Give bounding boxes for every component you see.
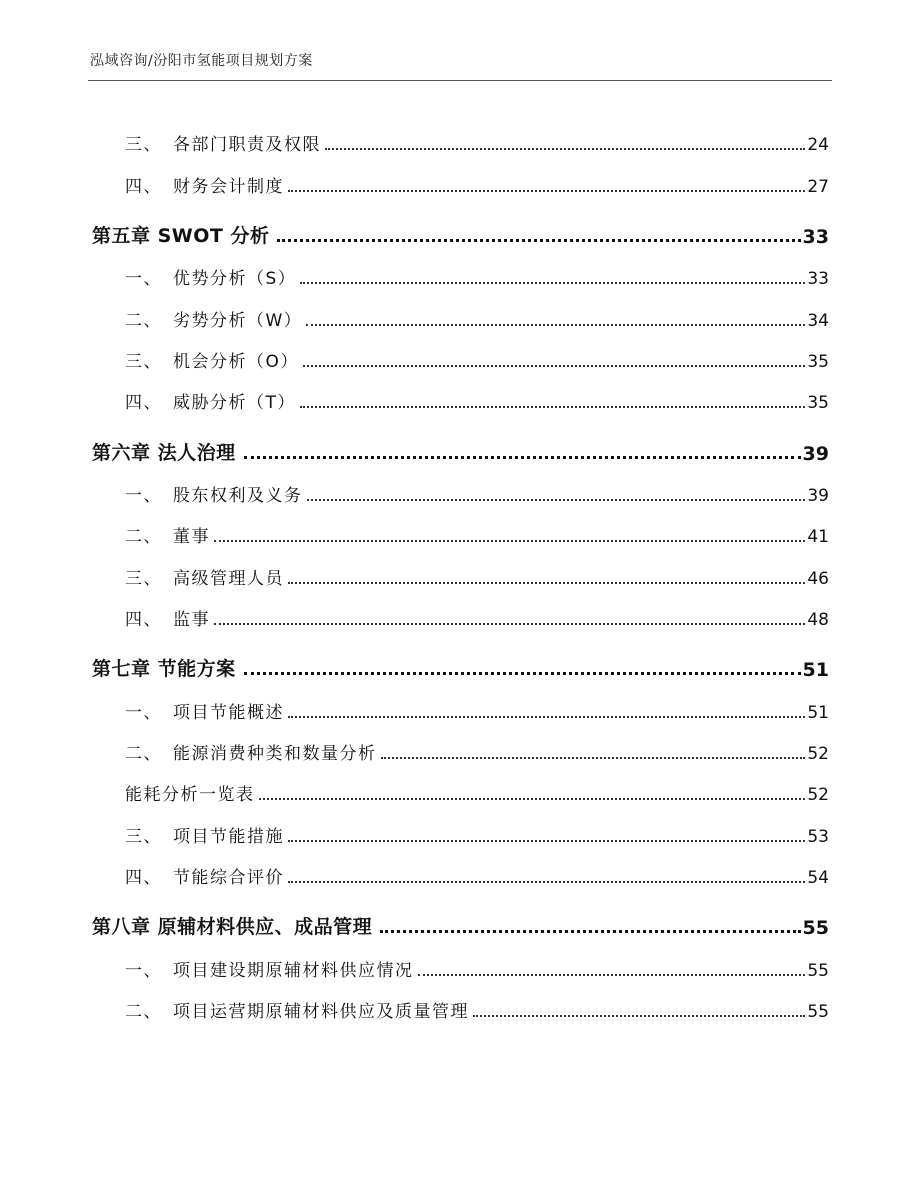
toc-section-entry[interactable] xyxy=(92,547,829,588)
toc-page-number: 52 xyxy=(807,744,829,765)
table-of-contents xyxy=(92,114,829,1022)
toc-chapter-entry[interactable] xyxy=(92,413,829,465)
header-divider xyxy=(88,80,832,81)
toc-section-entry[interactable] xyxy=(92,331,829,372)
toc-entry-title: 第八章 原辅材料供应、成品管理 xyxy=(92,916,373,939)
toc-page-number: 41 xyxy=(807,527,829,548)
toc-entry-title: 董事 xyxy=(173,527,210,548)
toc-chapter-entry[interactable] xyxy=(92,197,829,249)
toc-entry-title: 能源消费种类和数量分析 xyxy=(173,744,377,765)
toc-entry-number: 一、 xyxy=(125,702,162,723)
toc-dot-leader xyxy=(303,364,805,367)
toc-chapter-entry[interactable] xyxy=(92,630,829,682)
toc-dot-leader xyxy=(244,671,801,675)
toc-dot-leader xyxy=(244,455,801,459)
toc-entry-number: 二、 xyxy=(125,744,162,765)
toc-entry-number: 四、 xyxy=(125,176,162,197)
toc-entry-title: 监事 xyxy=(173,609,210,630)
toc-section-entry[interactable] xyxy=(92,506,829,547)
toc-dot-leader xyxy=(325,147,805,150)
toc-entry-number: 四、 xyxy=(125,867,162,888)
toc-page-number: 27 xyxy=(807,176,829,197)
toc-page-number: 54 xyxy=(807,867,829,888)
toc-dot-leader xyxy=(288,715,805,718)
toc-dot-leader xyxy=(306,323,805,326)
toc-section-entry[interactable] xyxy=(92,847,829,888)
toc-entry-title: 优势分析（S） xyxy=(173,269,297,290)
toc-page-number: 39 xyxy=(802,442,829,465)
toc-page-number: 53 xyxy=(807,826,829,847)
toc-page-number: 33 xyxy=(802,226,829,249)
toc-entry-number: 三、 xyxy=(125,351,162,372)
toc-entry-title: 财务会计制度 xyxy=(173,176,284,197)
toc-entry-title: 威胁分析（T） xyxy=(173,393,296,414)
toc-page-number: 35 xyxy=(807,393,829,414)
toc-section-entry[interactable] xyxy=(92,465,829,506)
toc-dot-leader xyxy=(288,189,805,192)
toc-section-entry[interactable] xyxy=(92,289,829,330)
toc-dot-leader xyxy=(473,1014,805,1017)
toc-entry-title: 第六章 法人治理 xyxy=(92,441,236,464)
toc-dot-leader xyxy=(300,405,805,408)
toc-dot-leader xyxy=(214,622,805,625)
toc-page-number: 55 xyxy=(807,1002,829,1023)
toc-dot-leader xyxy=(288,880,805,883)
toc-entry-number: 三、 xyxy=(125,568,162,589)
toc-page-number: 46 xyxy=(807,568,829,589)
toc-entry-title: 高级管理人员 xyxy=(173,568,284,589)
toc-entry-number: 四、 xyxy=(125,393,162,414)
toc-dot-leader xyxy=(288,839,805,842)
toc-page-number: 35 xyxy=(807,351,829,372)
toc-dot-leader xyxy=(381,756,806,759)
toc-page-number: 55 xyxy=(807,960,829,981)
toc-section-entry[interactable] xyxy=(92,114,829,155)
toc-entry-number: 四、 xyxy=(125,609,162,630)
toc-page-number: 55 xyxy=(802,917,829,940)
toc-entry-title: 项目节能概述 xyxy=(173,702,284,723)
toc-entry-title: 股东权利及义务 xyxy=(173,486,303,507)
toc-entry-title: 劣势分析（W） xyxy=(173,310,303,331)
toc-entry-number: 二、 xyxy=(125,1002,162,1023)
toc-section-entry[interactable] xyxy=(92,981,829,1022)
toc-dot-leader xyxy=(418,973,806,976)
toc-entry-number: 二、 xyxy=(125,527,162,548)
toc-entry-title: 项目运营期原辅材料供应及质量管理 xyxy=(173,1002,469,1023)
toc-entry-title: 机会分析（O） xyxy=(173,351,299,372)
toc-entry-title: 项目节能措施 xyxy=(173,826,284,847)
toc-section-entry[interactable] xyxy=(92,589,829,630)
toc-section-entry[interactable] xyxy=(92,939,829,980)
toc-chapter-entry[interactable] xyxy=(92,888,829,940)
toc-section-entry[interactable] xyxy=(92,681,829,722)
toc-entry-title: 第五章 SWOT 分析 xyxy=(92,225,270,248)
toc-entry-title: 能耗分析一览表 xyxy=(125,785,255,806)
toc-entry-number: 一、 xyxy=(125,960,162,981)
toc-page-number: 48 xyxy=(807,609,829,630)
toc-section-entry[interactable] xyxy=(92,155,829,196)
toc-section-entry[interactable] xyxy=(92,723,829,764)
toc-entry-title: 节能综合评价 xyxy=(173,867,284,888)
toc-dot-leader xyxy=(300,281,805,284)
toc-section-entry[interactable] xyxy=(92,372,829,413)
toc-page-number: 33 xyxy=(807,269,829,290)
toc-entry-number: 三、 xyxy=(125,135,162,156)
toc-page-number: 51 xyxy=(807,702,829,723)
toc-page-number: 34 xyxy=(807,310,829,331)
toc-page-number: 39 xyxy=(807,486,829,507)
toc-dot-leader xyxy=(307,498,806,501)
toc-page-number: 52 xyxy=(807,785,829,806)
toc-dot-leader xyxy=(380,929,800,933)
toc-dot-leader xyxy=(288,581,805,584)
toc-page-number: 51 xyxy=(802,659,829,682)
toc-dot-leader xyxy=(214,539,805,542)
toc-entry-title: 各部门职责及权限 xyxy=(173,135,321,156)
toc-entry-number: 三、 xyxy=(125,826,162,847)
toc-section-entry[interactable] xyxy=(92,805,829,846)
toc-entry-number: 二、 xyxy=(125,310,162,331)
toc-section-entry[interactable] xyxy=(92,248,829,289)
toc-entry-number: 一、 xyxy=(125,486,162,507)
toc-entry-title: 项目建设期原辅材料供应情况 xyxy=(173,960,414,981)
running-header: 泓域咨询/汾阳市氢能项目规划方案 xyxy=(90,53,313,69)
toc-dot-leader xyxy=(277,238,800,242)
toc-entry-title: 第七章 节能方案 xyxy=(92,658,236,681)
toc-section-entry[interactable] xyxy=(92,764,829,805)
toc-dot-leader xyxy=(259,797,806,800)
toc-page-number: 24 xyxy=(807,135,829,156)
toc-entry-number: 一、 xyxy=(125,269,162,290)
